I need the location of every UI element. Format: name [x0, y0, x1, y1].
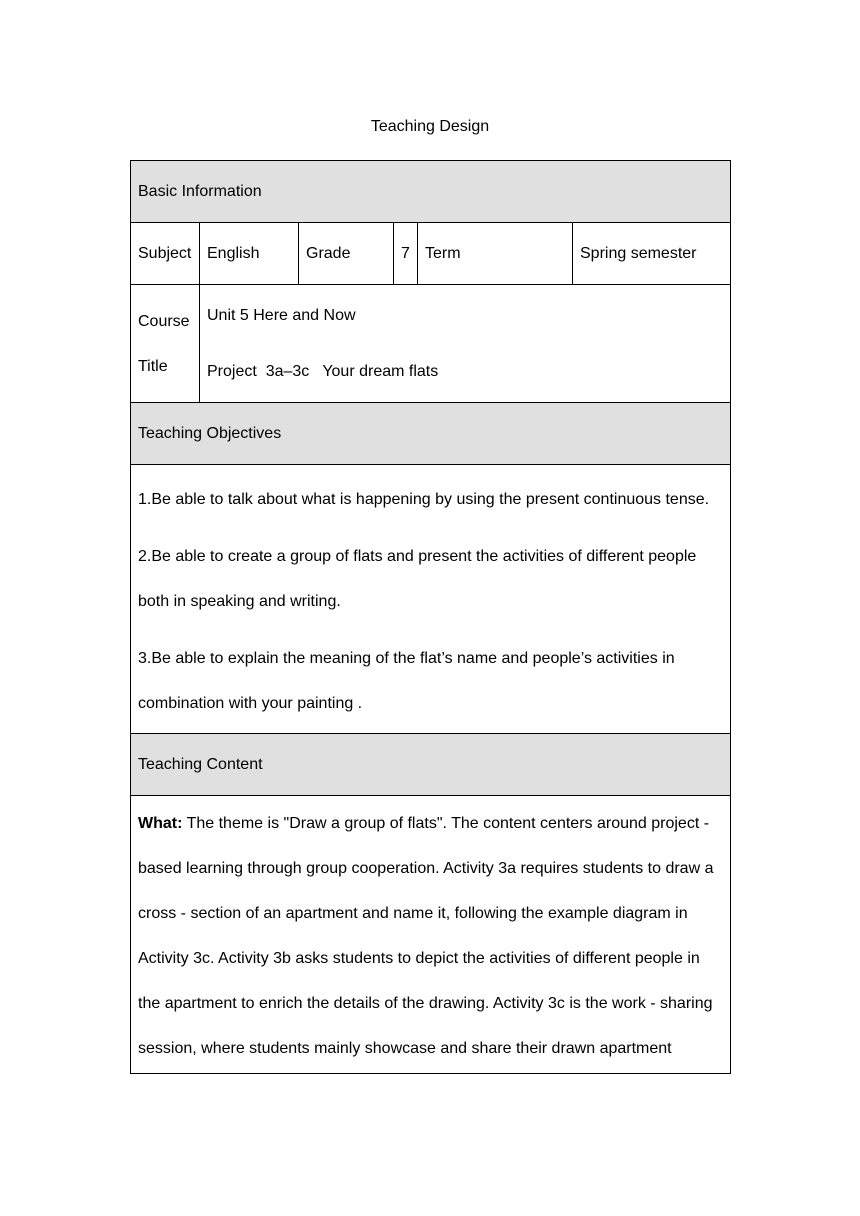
content-body — [131, 796, 731, 1074]
objectives-body-row — [131, 465, 731, 734]
objectives-body — [131, 465, 731, 734]
content-line-2: based learning through group cooperation. Activity 3a requires students to draw a — [138, 860, 714, 877]
grade-label: Grade — [299, 223, 394, 285]
basic-info-row — [131, 223, 731, 285]
content-line-3: cross - section of an apartment and name it, following the example diagram in — [138, 905, 688, 922]
course-title-label-cell — [131, 285, 200, 403]
content-line-5: the apartment to enrich the details of the drawing. Activity 3c is the work - sharing — [138, 995, 713, 1012]
objective-2-line1: 2.Be able to create a group of flats and present the activities of different people — [138, 547, 697, 565]
course-title-row — [131, 285, 731, 403]
course-title-project: Project 3a–3c Your dream flats — [207, 362, 439, 380]
grade-value: 7 — [394, 223, 418, 285]
subject-value: English — [200, 223, 299, 285]
course-title-label-line1: Course — [138, 312, 190, 330]
objectives-heading: Teaching Objectives — [131, 403, 731, 465]
content-heading: Teaching Content — [131, 734, 731, 796]
objectives-header-row — [131, 403, 731, 465]
basic-info-header-row — [131, 161, 731, 223]
course-title-value-cell — [200, 285, 731, 403]
basic-info-heading: Basic Information — [131, 161, 731, 223]
objective-3-line2: combination with your painting . — [138, 694, 363, 712]
objective-1: 1.Be able to talk about what is happening by using the present continuous tense. — [138, 490, 710, 508]
document-title: Teaching Design — [370, 118, 490, 135]
course-title-label-line2: Title — [138, 357, 168, 375]
content-line-1 — [138, 801, 720, 846]
subject-label: Subject — [131, 223, 200, 285]
course-title-unit: Unit 5 Here and Now — [207, 306, 356, 324]
content-line-4: Activity 3c. Activity 3b asks students to depict the activities of different people in — [138, 950, 700, 967]
objective-2-line2: both in speaking and writing. — [138, 592, 341, 610]
teaching-design-table — [130, 160, 731, 1074]
content-line-1-text: The theme is "Draw a group of flats". The content centers around project - — [182, 815, 710, 832]
content-line-6: session, where students mainly showcase and share their drawn apartment — [138, 1040, 672, 1057]
term-value: Spring semester — [573, 223, 731, 285]
term-label: Term — [418, 223, 573, 285]
objective-3-line1: 3.Be able to explain the meaning of the flat’s name and people’s activities in — [138, 649, 675, 667]
content-header-row — [131, 734, 731, 796]
what-label: What: — [138, 815, 183, 832]
content-body-row — [131, 796, 731, 1074]
